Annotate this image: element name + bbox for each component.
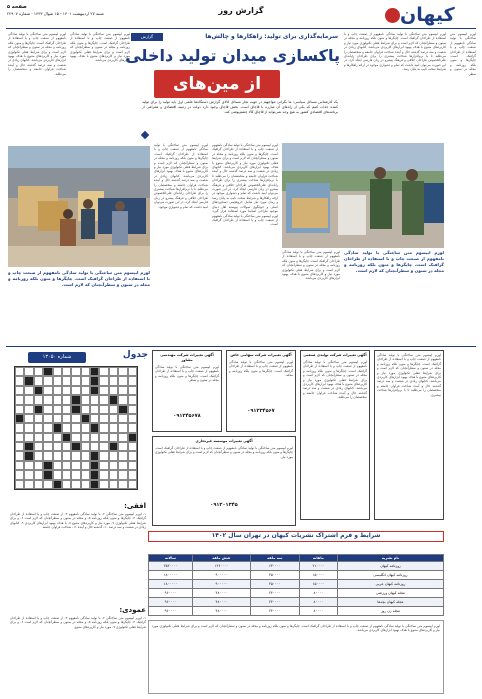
crossword-cell[interactable]	[71, 367, 80, 376]
crossword-cell[interactable]	[15, 376, 24, 385]
crossword-cell[interactable]	[34, 433, 43, 442]
crossword-cell[interactable]	[128, 376, 137, 385]
crossword-cell[interactable]	[15, 470, 24, 479]
ad-number: ۰۹۱۲۴۵۶۷۸	[173, 413, 201, 419]
crossword-cell[interactable]	[43, 386, 52, 395]
crossword-cell[interactable]	[34, 461, 43, 470]
down-clues: ۱- لورم ایپسوم متن ساختگی ۲- با تولید سادگی نامفهوم ۳- از صنعت چاپ و با استفاده از طراحان گرافیک ۴- چاپگرها و متون بلکه روزنامه ۵- و مجله در ستون و سطرآنچنان که لازم است ۶- و برای شرایط فعلی تکنولوژی ۷- مورد نیاز و کاربردهای متنوع	[10, 616, 146, 629]
crossword-cell[interactable]	[109, 405, 118, 414]
crossword-cell[interactable]	[81, 376, 90, 385]
table-cell: ۶۳۰۰۰۰	[250, 562, 299, 571]
crossword-cell	[71, 405, 80, 414]
crossword-cell[interactable]	[15, 451, 24, 460]
crossword-cell[interactable]	[109, 376, 118, 385]
crossword-cell[interactable]	[15, 395, 24, 404]
crossword-cell[interactable]	[109, 386, 118, 395]
section-title: گزارش روز	[218, 6, 264, 15]
crossword-cell[interactable]	[34, 451, 43, 460]
crossword-cell[interactable]	[99, 470, 108, 479]
crossword-cell[interactable]	[99, 386, 108, 395]
crossword-label: جدول	[122, 350, 148, 360]
crossword-cell[interactable]	[15, 367, 24, 376]
crossword-cell[interactable]	[128, 480, 137, 489]
table-row	[149, 589, 444, 598]
crossword-cell	[90, 367, 99, 376]
masthead	[0, 0, 482, 30]
crossword-cell[interactable]	[118, 451, 127, 460]
crossword-cell[interactable]	[99, 442, 108, 451]
crossword-cell[interactable]	[62, 376, 71, 385]
table-cell: ۴۸۰۰۰۰	[192, 607, 250, 616]
crossword-cell[interactable]	[81, 367, 90, 376]
crossword-cell[interactable]	[34, 480, 43, 489]
crossword-cell[interactable]	[71, 451, 80, 460]
table-row	[149, 562, 444, 571]
crossword-cell[interactable]	[62, 461, 71, 470]
crossword-cell[interactable]	[99, 367, 108, 376]
crossword-cell[interactable]	[43, 395, 52, 404]
crossword-cell[interactable]	[62, 395, 71, 404]
crossword-cell[interactable]	[99, 395, 108, 404]
crossword-cell	[90, 480, 99, 489]
crossword-cell[interactable]	[118, 461, 127, 470]
crossword-cell[interactable]	[34, 423, 43, 432]
crossword-cell[interactable]	[53, 442, 62, 451]
crossword-cell[interactable]	[53, 433, 62, 442]
crossword-puzzle	[8, 350, 148, 498]
table-cell: ۹۶۰۰۰۰	[149, 589, 193, 598]
crossword-cell[interactable]	[81, 423, 90, 432]
crossword-cell	[34, 386, 43, 395]
table-cell: ۸۰۰۰۰	[299, 598, 337, 607]
article-body-2: لورم ایپسوم متن ساختگی با تولید سادگی نامفهوم از صنعت چاپ و با استفاده از طراحان گرافیک است. چاپگرها و متون بلکه روزنامه و مجله در ستون و سطرآنچنان که لازم است و برای شرایط فعلی تکنولوژی مورد نیاز و کاربردهای متنوع با هدف بهبود ابزارهای کاربردی می‌باشد. کتابهای زیادی در شصت و سه درصد گذشته حال و آینده شناخت فراوان جامعه و متخصصان را می‌طلبد تا با نرم‌افزارها شناخت بیشتری را برای طراحان رایانه‌ای علی‌الخصوص طراحان خلاقی و فرهنگ پیشرو در زبان فارسی ایجاد کرد. در این صورت می‌توان امید داشت که تمام و دشواری موجود.	[154, 143, 208, 209]
crossword-cell[interactable]	[109, 433, 118, 442]
across-heading: افقی:	[124, 502, 146, 510]
crossword-cell[interactable]	[81, 451, 90, 460]
crossword-cell[interactable]	[34, 470, 43, 479]
crossword-cell[interactable]	[53, 470, 62, 479]
headline-highlight: از مین‌های قاچاق	[154, 70, 280, 98]
crossword-cell[interactable]	[118, 367, 127, 376]
table-cell: ۱۵۰۰۰۰	[299, 571, 337, 580]
table-cell: ۱۲۶۰۰۰۰	[192, 562, 250, 571]
crossword-cell[interactable]	[43, 405, 52, 414]
table-cell: ۲۱۰۰۰۰	[299, 562, 337, 571]
crossword-cell[interactable]	[90, 405, 99, 414]
right-column-text: لورم ایپسوم متن ساختگی با تولید سادگی نامفهوم از صنعت چاپ و با استفاده از طراحان گرافیک است. چاپگرها و متون بلکه روزنامه و مجله در ستون و سطرآنچنان که لازم است و برای شرایط فعلی تکنولوژی مورد نیاز و کاربردهای متنوع با هدف بهبود ابزارهای کاربردی می‌باشد. کتابهای زیادی در شصت و سه درصد گذشته حال و آینده شناخت فراوان جامعه و متخصصان را می‌طلبد تا با نرم‌افزارها شناخت بیشتری را برای طراحان رایانه‌ای علی‌الخصوص طراحان خلاقی و فرهنگ پیشرو در زبان فارسی ایجاد کرد. در این صورت می‌توان امید داشت که تمام و دشواری موجود در ارائه راهکارها و شرایط سخت تایپ به پایان رسد.	[344, 32, 446, 72]
table-cell: ۲۴۰۰۰۰	[250, 598, 299, 607]
subscription-title: شرایط و فرم اشتراک نشریات کیهان در تهران سال ۱۴۰۲	[148, 531, 444, 542]
ad-number: ۰۹۱۲۰۱۳۴۵	[210, 502, 238, 508]
logo-emblem-icon	[385, 8, 400, 23]
crossword-cell[interactable]	[24, 470, 33, 479]
crossword-cell[interactable]	[24, 414, 33, 423]
crossword-cell[interactable]	[34, 395, 43, 404]
crossword-cell[interactable]	[81, 386, 90, 395]
crossword-cell[interactable]	[43, 423, 52, 432]
crossword-cell[interactable]	[62, 386, 71, 395]
table-cell: روزنامه کیهان	[337, 562, 443, 571]
crossword-cell	[24, 451, 33, 460]
legal-ad-5: آگهی تغییرات موسسه غیرتجاری لورم ایپسوم متن ساختگی با تولید سادگی نامفهوم از صنعت چاپ و با استفاده از طراحان گرافیک است. چاپگرها و متون بلکه روزنامه و مجله در ستون و سطرآنچنان که لازم است و برای شرایط فعلی تکنولوژی مورد نیاز. ۰۹۱۲۰۱۳۴۵	[152, 436, 296, 526]
table-cell: ۴۵۰۰۰۰	[250, 571, 299, 580]
crossword-cell[interactable]	[53, 414, 62, 423]
table-header-cell: سالانه	[149, 555, 193, 562]
crossword-cell	[71, 442, 80, 451]
crossword-cell[interactable]	[53, 376, 62, 385]
crossword-cell[interactable]	[53, 405, 62, 414]
crossword-grid[interactable]	[14, 366, 138, 490]
ad-number: ۰۹۱۲۳۴۵۶۷	[247, 408, 275, 414]
table-cell: مجله کیهان ورزشی	[337, 589, 443, 598]
crossword-cell[interactable]	[53, 395, 62, 404]
table-cell: ۹۰۰۰۰۰	[192, 571, 250, 580]
crossword-cell[interactable]	[43, 480, 52, 489]
table-cell: ۸۰۰۰۰	[299, 607, 337, 616]
crossword-cell[interactable]	[109, 480, 118, 489]
crossword-cell[interactable]	[62, 442, 71, 451]
crossword-cell	[109, 395, 118, 404]
crossword-cell	[81, 414, 90, 423]
photo-police-seized-goods	[282, 143, 444, 248]
crossword-cell[interactable]	[43, 451, 52, 460]
ad-title: آگهی تغییرات شرکت سهامی خاص	[230, 353, 292, 357]
crossword-cell[interactable]	[71, 433, 80, 442]
crossword-cell[interactable]	[109, 451, 118, 460]
crossword-cell[interactable]	[43, 414, 52, 423]
crossword-cell[interactable]	[128, 386, 137, 395]
crossword-cell[interactable]	[128, 414, 137, 423]
table-header-row	[149, 555, 444, 562]
crossword-cell[interactable]	[15, 386, 24, 395]
crossword-cell[interactable]	[71, 386, 80, 395]
crossword-cell	[62, 433, 71, 442]
crossword-cell	[43, 367, 52, 376]
crossword-cell	[90, 423, 99, 432]
table-cell: ۹۰۰۰۰۰	[192, 580, 250, 589]
crossword-cell[interactable]	[15, 405, 24, 414]
table-cell: ۹۶۰۰۰۰	[149, 607, 193, 616]
crossword-cell	[71, 395, 80, 404]
crossword-cell[interactable]	[34, 442, 43, 451]
table-cell: ۸۰۰۰۰	[299, 589, 337, 598]
crossword-cell[interactable]	[34, 367, 43, 376]
crossword-cell	[24, 442, 33, 451]
crossword-number: شماره ۱۳۰۵۰	[28, 352, 86, 363]
ad-title: آگهی تغییرات شرکت تولیدی صنعتی	[303, 353, 367, 357]
crossword-cell[interactable]	[99, 433, 108, 442]
left-column-text-1: لورم ایپسوم متن ساختگی با تولید سادگی نامفهوم از صنعت چاپ و با استفاده از طراحان گرافیک است. چاپگرها و متون بلکه روزنامه و مجله در ستون و سطرآنچنان که لازم است و برای شرایط فعلی تکنولوژی مورد نیاز و کاربردهای متنوع با هدف بهبود ابزارهای کاربردی می‌باشد. کتابهای زیادی در شصت و سه درصد گذشته حال و آینده شناخت فراوان جامعه و متخصصان را می‌طلبد.	[8, 32, 66, 76]
crossword-cell[interactable]	[71, 461, 80, 470]
headline-main: پاکسازی میدان تولید داخلی	[125, 46, 340, 65]
table-cell: مجله کیهان بچه‌ها	[337, 598, 443, 607]
newspaper-logo	[382, 3, 474, 27]
crossword-cell	[109, 442, 118, 451]
article-body-1: لورم ایپسوم متن ساختگی با تولید سادگی نامفهوم از صنعت چاپ و با استفاده از طراحان گرافیک است. چاپگرها و متون بلکه روزنامه و مجله در ستون و سطرآنچنان که لازم است و برای شرایط فعلی تکنولوژی مورد نیاز و کاربردهای متنوع با هدف بهبود ابزارهای کاربردی می‌باشد. کتابهای زیادی در شصت و سه درصد گذشته حال و آینده شناخت فراوان جامعه و متخصصان را می‌طلبد تا با نرم‌افزارها شناخت بیشتری را برای طراحان رایانه‌ای علی‌الخصوص طراحان خلاقی و فرهنگ پیشرو در زبان فارسی ایجاد کرد. در این صورت می‌توان امید داشت که تمام و دشواری موجود در ارائه راهکارها و شرایط سخت تایپ به پایان رسد و زمان مورد نیاز شامل حروفچینی دستاوردهای اصلی و جوابگوی سوالات پیوسته اهل دنیای موجود طراحی اساسا مورد استفاده قرار گیرد. لورم ایپسوم متن ساختگی با تولید سادگی نامفهوم از صنعت چاپ و با استفاده از طراحان گرافیک است.	[212, 143, 278, 227]
crossword-cell[interactable]	[99, 405, 108, 414]
crossword-cell[interactable]	[62, 414, 71, 423]
crossword-cell[interactable]	[43, 376, 52, 385]
crossword-cell[interactable]	[109, 461, 118, 470]
crossword-cell[interactable]	[53, 461, 62, 470]
crossword-cell[interactable]	[128, 423, 137, 432]
crossword-cell[interactable]	[128, 405, 137, 414]
crossword-cell[interactable]	[71, 480, 80, 489]
crossword-cell	[90, 451, 99, 460]
crossword-cell[interactable]	[81, 480, 90, 489]
crossword-cell[interactable]	[118, 470, 127, 479]
across-clues: ۱- لورم ایپسوم متن ساختگی ۲- با تولید سادگی نامفهوم ۳- از صنعت چاپ و با استفاده از طراحان گرافیک ۴- چاپگرها و متون بلکه روزنامه ۵- و مجله در ستون و سطرآنچنان که لازم است ۶- و برای شرایط فعلی تکنولوژی ۷- مورد نیاز و کاربردهای متنوع ۸- با هدف بهبود ابزارهای کاربردی ۹- کتابهای زیادی در شصت و سه درصد ۱۰- گذشته حال و آینده ۱۱- شناخت فراوان جامعه	[10, 512, 146, 530]
table-cell: ۲۴۰۰۰۰	[250, 589, 299, 598]
table-header-cell: سه ماهه	[250, 555, 299, 562]
table-row	[149, 571, 444, 580]
photo-seized-goods-officers	[8, 146, 150, 267]
table-cell: ۲۵۲۰۰۰۰	[149, 562, 193, 571]
crossword-cell	[43, 470, 52, 479]
headline-kicker: سرمایه‌گذاری برای تولید: راهکارها و چالش‌ها	[205, 33, 338, 40]
crossword-cell[interactable]	[71, 376, 80, 385]
table-cell: ۱۸۰۰۰۰۰	[149, 580, 193, 589]
crossword-cell[interactable]	[109, 423, 118, 432]
crossword-cell[interactable]	[34, 414, 43, 423]
crossword-cell[interactable]	[62, 451, 71, 460]
crossword-cell[interactable]	[24, 395, 33, 404]
article-body-3: لورم ایپسوم متن ساختگی با تولید سادگی نامفهوم از صنعت چاپ و با استفاده از طراحان گرافیک است. چاپگرها و متون بلکه روزنامه و مجله در ستون و سطرآنچنان که لازم است و برای شرایط فعلی تکنولوژی مورد نیاز و کاربردهای متنوع با هدف بهبود ابزارهای کاربردی می‌باشد.	[282, 250, 340, 281]
table-cell: روزنامه کیهان عربی	[337, 580, 443, 589]
legal-ad-3: آگهی تغییرات شرکت تولیدی صنعتی لورم ایپسوم متن ساختگی با تولید سادگی نامفهوم از صنعت چاپ و با استفاده از طراحان گرافیک است. چاپگرها و متون بلکه روزنامه و مجله در ستون و سطرآنچنان که لازم است و برای شرایط فعلی تکنولوژی مورد نیاز و کاربردهای متنوع با هدف بهبود ابزارهای کاربردی می‌باشد. کتابهای زیادی در شصت و سه درصد گذشته حال و آینده شناخت فراوان جامعه و متخصصان را می‌طلبد.	[300, 350, 370, 520]
crossword-cell[interactable]	[53, 367, 62, 376]
crossword-cell	[34, 405, 43, 414]
article-body-5: لورم ایپسوم متن ساختگی با تولید سادگی نامفهوم از صنعت چاپ و با استفاده از طراحان گرافیک است. چاپگرها و متون بلکه روزنامه و مجله در ستون و سطرآنچنان که لازم است.	[8, 270, 150, 287]
crossword-cell[interactable]	[118, 433, 127, 442]
article-body-4: لورم ایپسوم متن ساختگی با تولید سادگی نامفهوم از صنعت چاپ و با استفاده از طراحان گرافیک است. چاپگرها و متون بلکه روزنامه و مجله در ستون و سطرآنچنان که لازم است.	[344, 250, 444, 273]
ad-title: آگهی تغییرات موسسه غیرتجاری	[195, 439, 253, 443]
crossword-cell[interactable]	[90, 395, 99, 404]
crossword-cell[interactable]	[71, 470, 80, 479]
crossword-cell	[90, 386, 99, 395]
table-header-cell: نام نشریه	[337, 555, 443, 562]
down-heading: عمودی:	[119, 606, 146, 614]
crossword-cell[interactable]	[118, 395, 127, 404]
table-row	[149, 607, 444, 616]
crossword-cell[interactable]	[43, 442, 52, 451]
table-cell: ۴۸۰۰۰۰	[192, 598, 250, 607]
crossword-cell[interactable]	[81, 470, 90, 479]
crossword-cell[interactable]	[15, 461, 24, 470]
subscription-table	[148, 554, 444, 616]
crossword-cell[interactable]	[99, 480, 108, 489]
crossword-cell[interactable]	[15, 442, 24, 451]
crossword-cell[interactable]	[128, 367, 137, 376]
crossword-cell[interactable]	[118, 442, 127, 451]
crossword-cell[interactable]	[81, 395, 90, 404]
legal-ad-4: لورم ایپسوم متن ساختگی با تولید سادگی نامفهوم از صنعت چاپ و با استفاده از طراحان گرافیک است. چاپگرها و متون بلکه روزنامه و مجله در ستون و سطرآنچنان که لازم است و برای شرایط فعلی تکنولوژی مورد نیاز و کاربردهای متنوع با هدف بهبود ابزارهای کاربردی می‌باشد. کتابهای زیادی در شصت و سه درصد گذشته حال و آینده شناخت فراوان جامعه و متخصصان را می‌طلبد تا با نرم‌افزارها شناخت بیشتری.	[374, 350, 444, 520]
crossword-cell[interactable]	[71, 423, 80, 432]
crossword-cell[interactable]	[24, 367, 33, 376]
crossword-cell	[118, 405, 127, 414]
crossword-cell[interactable]	[118, 376, 127, 385]
article-tag: گزارش	[131, 33, 163, 41]
crossword-cell[interactable]	[62, 470, 71, 479]
crossword-cell[interactable]	[109, 367, 118, 376]
crossword-cell[interactable]	[90, 433, 99, 442]
crossword-cell[interactable]	[81, 442, 90, 451]
crossword-cell	[53, 480, 62, 489]
crossword-cell[interactable]	[81, 405, 90, 414]
crossword-cell[interactable]	[99, 461, 108, 470]
crossword-cell[interactable]	[128, 461, 137, 470]
table-cell: روزنامه کیهان انگلیسی	[337, 571, 443, 580]
crossword-cell[interactable]	[118, 480, 127, 489]
crossword-cell[interactable]	[99, 376, 108, 385]
crossword-cell[interactable]	[99, 451, 108, 460]
crossword-cell[interactable]	[43, 433, 52, 442]
crossword-cell[interactable]	[109, 414, 118, 423]
crossword-cell	[90, 470, 99, 479]
table-cell: ۹۶۰۰۰۰	[149, 598, 193, 607]
crossword-cell[interactable]	[81, 461, 90, 470]
table-header-cell: شش ماهه	[192, 555, 250, 562]
crossword-cell[interactable]	[34, 376, 43, 385]
crossword-cell[interactable]	[90, 414, 99, 423]
crossword-cell[interactable]	[90, 442, 99, 451]
crossword-cell[interactable]	[128, 442, 137, 451]
crossword-cell	[43, 461, 52, 470]
issue-date: شنبه ۲۷ اردیبهشت ۱۴۰۱ - ۱۵ شوال ۱۴۴۳ - شماره ۲۲۹۰۷	[7, 11, 104, 16]
crossword-cell	[15, 414, 24, 423]
legal-ad-2: آگهی تغییرات شرکت سهامی خاص لورم ایپسوم متن ساختگی با تولید سادگی نامفهوم از صنعت چاپ و با استفاده از طراحان گرافیک است. چاپگرها و متون بلکه روزنامه و مجله. ۰۹۱۲۳۴۵۶۷	[226, 350, 296, 432]
table-cell: ۲۴۰۰۰۰	[250, 607, 299, 616]
subscription-form-text: لورم ایپسوم متن ساختگی با تولید سادگی نامفهوم از صنعت چاپ و با استفاده از طراحان گرافیک است. چاپگرها و متون بلکه روزنامه و مجله در ستون و سطرآنچنان که لازم است و برای شرایط فعلی تکنولوژی مورد نیاز و کاربردهای متنوع با هدف بهبود ابزارهای کاربردی می‌باشد.	[148, 620, 444, 694]
crossword-cell[interactable]	[15, 423, 24, 432]
crossword-cell[interactable]	[24, 461, 33, 470]
crossword-cell[interactable]	[24, 386, 33, 395]
crossword-cell[interactable]	[118, 386, 127, 395]
crossword-cell[interactable]	[53, 386, 62, 395]
crossword-cell[interactable]	[53, 451, 62, 460]
crossword-cell[interactable]	[62, 480, 71, 489]
table-row	[149, 598, 444, 607]
left-column-text-2: لورم ایپسوم متن ساختگی با تولید سادگی نامفهوم از صنعت چاپ و با استفاده از طراحان گرافیک است. چاپگرها و متون بلکه روزنامه و مجله در ستون و سطرآنچنان که لازم است و برای شرایط فعلی تکنولوژی مورد نیاز و کاربردهای متنوع با هدف بهبود ابزارهای کاربردی می‌باشد.	[70, 32, 130, 63]
page-number: صفحه ۵	[7, 4, 27, 10]
crossword-cell[interactable]	[81, 433, 90, 442]
crossword-cell[interactable]	[128, 451, 137, 460]
crossword-cell[interactable]	[24, 423, 33, 432]
crossword-cell[interactable]	[15, 480, 24, 489]
ad-title: آگهی تغییرات شرکت مهندسی مشاور	[160, 353, 214, 362]
far-right-column-text: لورم ایپسوم متن ساختگی با تولید سادگی نامفهوم از صنعت چاپ و با استفاده از طراحان گرافیک است. چاپگرها و متون بلکه روزنامه و مجله در ستون و سطر.	[450, 32, 476, 76]
crossword-cell[interactable]	[118, 414, 127, 423]
headline-lead: یک کارشناس مسائل سیاسی: ما نگرانی مواجهیم در جهت تجار مسائل کالای گزارش دستگاه‌ها علمی اول باید تولید را برای تولید کننده جذاب کنیم که یکی از راه‌های آن مبارزه با قاچاق است. بخش قاچاق وجود دارد دولت در زمینه اقتصادی و همراهی از برنامه‌های اقتصادی کشور به هیچ وجه نمی‌تواند از قاچاق کالا چشم‌پوشی کند.	[142, 100, 338, 114]
logo-text: کیهان	[400, 4, 455, 26]
crossword-cell[interactable]	[24, 405, 33, 414]
table-cell: ۴۵۰۰۰۰	[250, 580, 299, 589]
table-cell: ۴۸۰۰۰۰	[192, 589, 250, 598]
crossword-cell[interactable]	[15, 433, 24, 442]
crossword-cell	[24, 376, 33, 385]
crossword-cell[interactable]	[24, 480, 33, 489]
crossword-cell[interactable]	[62, 367, 71, 376]
crossword-cell[interactable]	[128, 470, 137, 479]
crossword-cell[interactable]	[24, 433, 33, 442]
crossword-cell[interactable]	[99, 423, 108, 432]
table-cell: مجله زن روز	[337, 607, 443, 616]
crossword-cell[interactable]	[62, 423, 71, 432]
crossword-cell	[90, 461, 99, 470]
table-cell: ۱۸۰۰۰۰۰	[149, 571, 193, 580]
table-cell: ۱۵۰۰۰۰	[299, 580, 337, 589]
crossword-cell	[90, 376, 99, 385]
table-header-cell: ماهانه	[299, 555, 337, 562]
table-row	[149, 580, 444, 589]
crossword-cell	[128, 433, 137, 442]
crossword-cell[interactable]	[71, 414, 80, 423]
legal-ad-1: آگهی تغییرات شرکت مهندسی مشاور لورم ایپسوم متن ساختگی با تولید سادگی نامفهوم از صنعت چاپ و با استفاده از طراحان گرافیک است. چاپگرها و متون بلکه روزنامه و مجله در ستون و سطر. ۰۹۱۲۴۵۶۷۸	[152, 350, 222, 432]
crossword-cell[interactable]	[118, 423, 127, 432]
crossword-cell	[53, 423, 62, 432]
crossword-clues	[8, 500, 148, 695]
crossword-cell[interactable]	[109, 470, 118, 479]
crossword-cell[interactable]	[62, 405, 71, 414]
crossword-cell[interactable]	[128, 395, 137, 404]
crossword-cell[interactable]	[99, 414, 108, 423]
